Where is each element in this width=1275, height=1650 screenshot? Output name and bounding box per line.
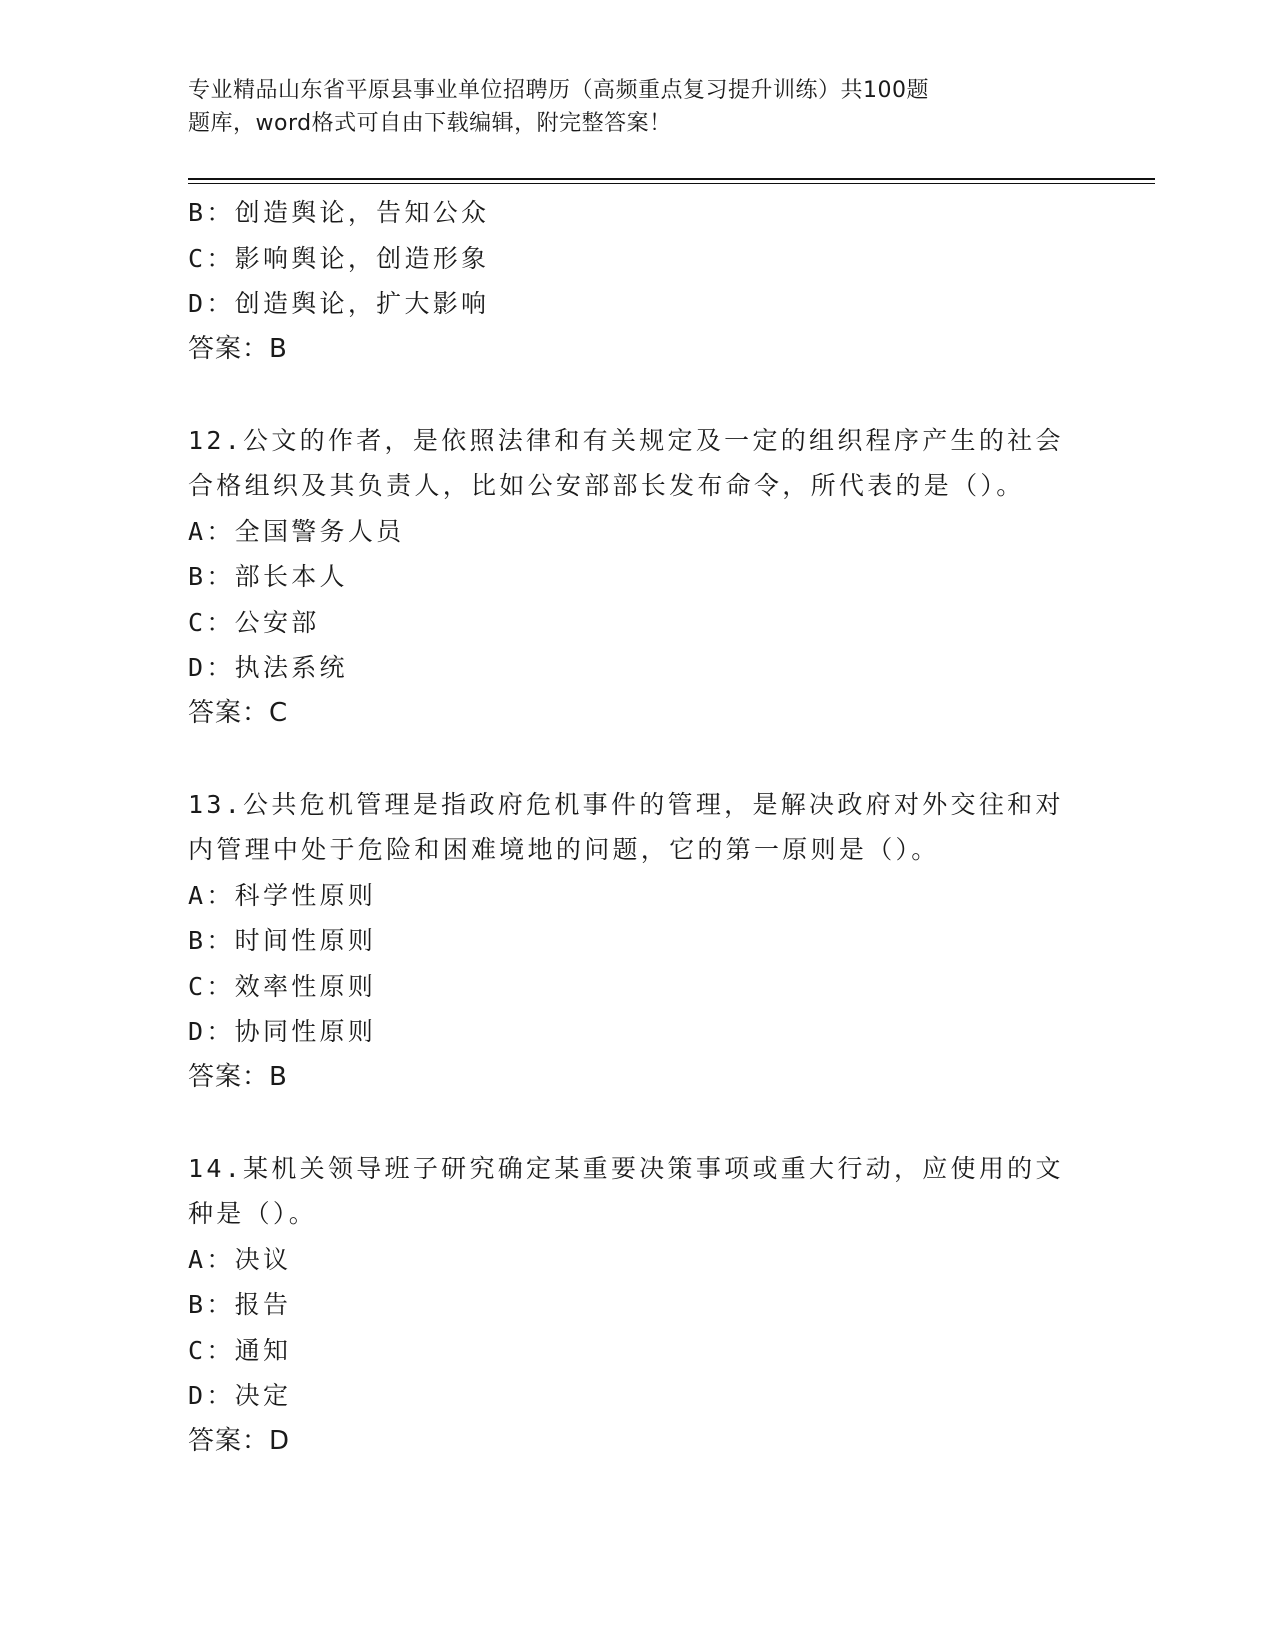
question-11 <box>188 190 1088 372</box>
spacer <box>188 1100 1088 1146</box>
question-12 <box>188 418 1088 737</box>
option-b: B：时间性原则 <box>188 926 377 955</box>
question-13 <box>188 782 1088 1101</box>
option-b: B：报告 <box>188 1290 292 1319</box>
spacer <box>188 372 1088 418</box>
header-divider-thin <box>188 183 1155 184</box>
header-divider-thick <box>188 178 1155 180</box>
option-a: A：决议 <box>188 1244 292 1274</box>
option-c: C：效率性原则 <box>188 971 377 1001</box>
question-content <box>188 190 1088 1464</box>
header-line-1: 专业精品山东省平原县事业单位招聘历（高频重点复习提升训练）共100题 <box>188 78 929 103</box>
option-c: C：公安部 <box>188 607 320 637</box>
question-14 <box>188 1146 1088 1465</box>
option-d: D：创造舆论，扩大影响 <box>188 289 490 318</box>
option-a: A：全国警务人员 <box>188 516 405 546</box>
question-stem-line: 种是（）。 <box>188 1199 318 1228</box>
answer-line: 答案：B <box>188 1061 288 1092</box>
option-d: D：决定 <box>188 1381 292 1410</box>
option-d: D：执法系统 <box>188 653 348 682</box>
question-stem-line: 13.公共危机管理是指政府危机事件的管理，是解决政府对外交往和对 <box>188 789 1064 819</box>
header-line-2: 题库，word格式可自由下载编辑，附完整答案！ <box>188 111 672 136</box>
option-c: C：通知 <box>188 1335 292 1365</box>
answer-line: 答案：C <box>188 697 289 728</box>
question-stem-line: 合格组织及其负责人，比如公安部部长发布命令，所代表的是（）。 <box>188 471 1025 500</box>
document-header <box>188 74 1068 140</box>
question-stem-line: 12.公文的作者，是依照法律和有关规定及一定的组织程序产生的社会 <box>188 425 1064 455</box>
answer-line: 答案：B <box>188 333 288 364</box>
spacer <box>188 736 1088 782</box>
answer-line: 答案：D <box>188 1425 291 1456</box>
option-d: D：协同性原则 <box>188 1017 377 1046</box>
question-stem-line: 内管理中处于危险和困难境地的问题，它的第一原则是（）。 <box>188 835 940 864</box>
option-a: A：科学性原则 <box>188 880 377 910</box>
option-c: C：影响舆论，创造形象 <box>188 243 490 273</box>
question-stem-line: 14.某机关领导班子研究确定某重要决策事项或重大行动，应使用的文 <box>188 1153 1064 1183</box>
option-b: B：创造舆论，告知公众 <box>188 198 490 227</box>
option-b: B：部长本人 <box>188 562 348 591</box>
